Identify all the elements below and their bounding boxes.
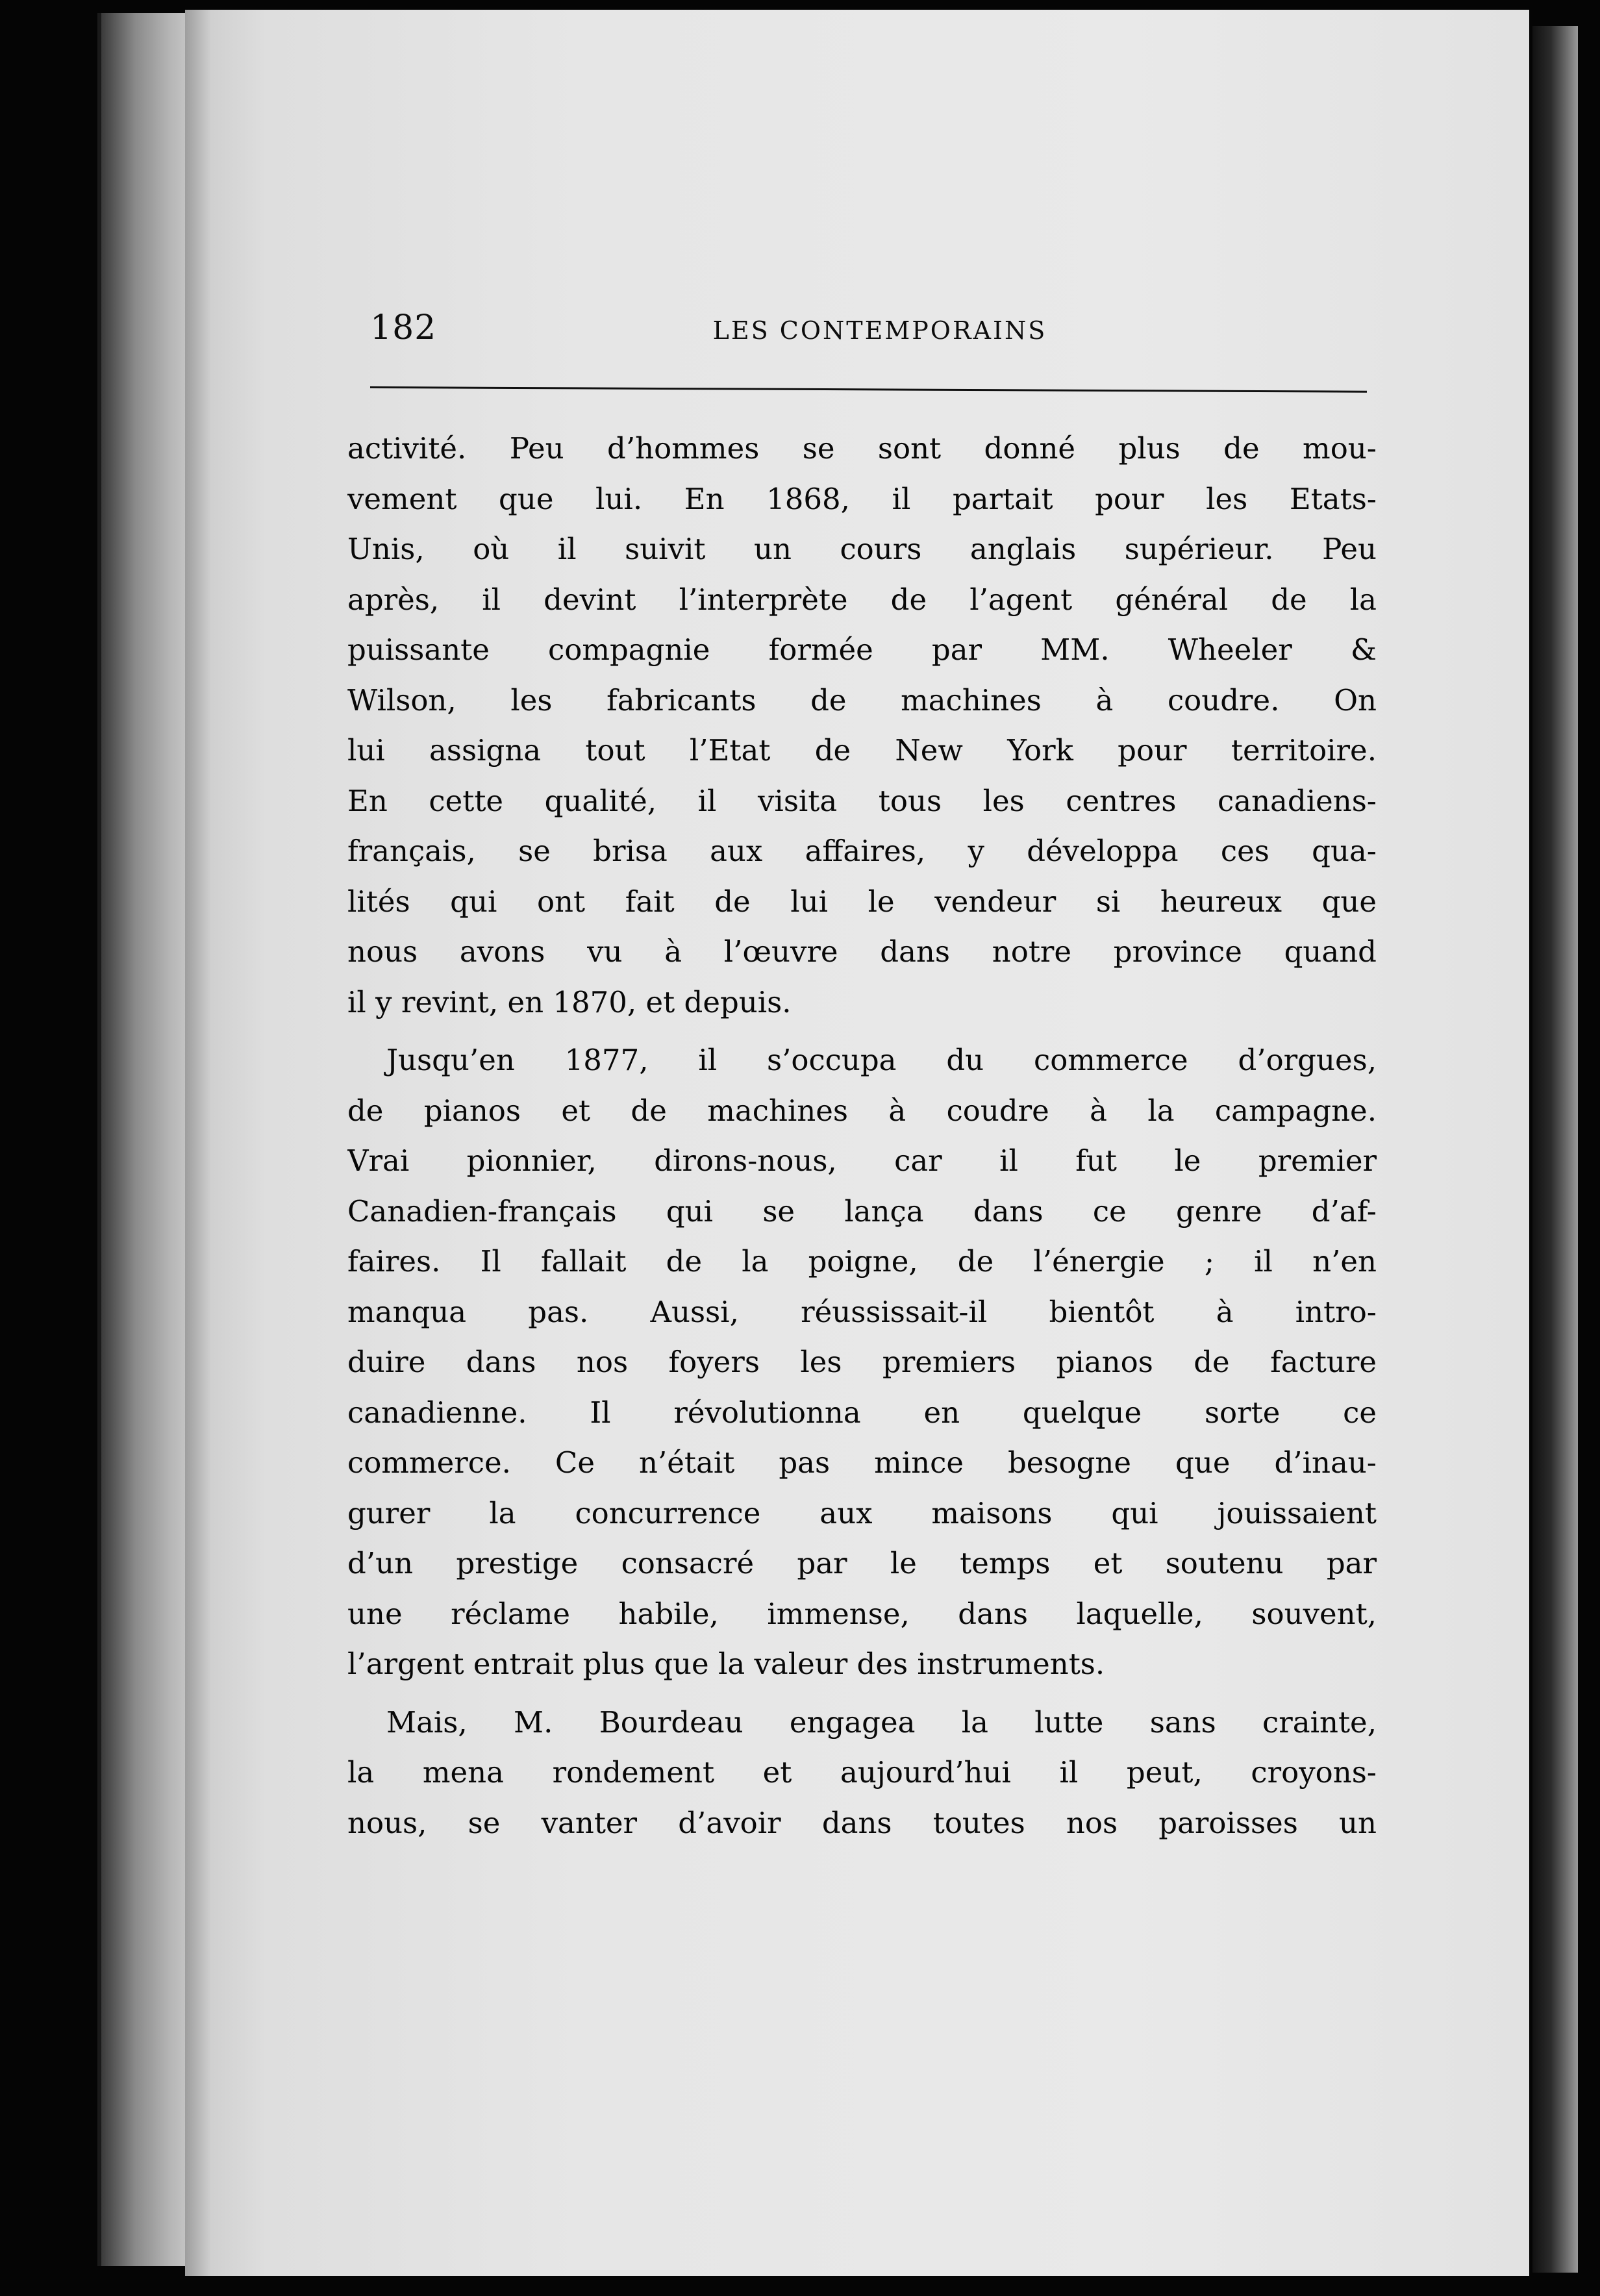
text-line: faires. Il fallait de la poigne, de l’énergie ; il n’en <box>347 1244 1377 1279</box>
gutter-shadow <box>185 10 211 2276</box>
text-line: lui assigna tout l’Etat de New York pour territoire. <box>347 733 1377 767</box>
text-line: gurer la concurrence aux maisons qui jouissaient <box>347 1495 1377 1530</box>
text-line: Unis, où il suivit un cours anglais supérieur. Peu <box>347 532 1377 566</box>
text-line: d’un prestige consacré par le temps et soutenu par <box>347 1546 1377 1580</box>
text-line: activité. Peu d’hommes se sont donné plus de mou- <box>347 431 1377 466</box>
text-line: commerce. Ce n’était pas mince besogne que d’inau- <box>347 1445 1377 1480</box>
page-number: 182 <box>370 308 437 347</box>
paragraph-2 <box>347 1035 1377 1690</box>
facing-page-edge <box>1532 26 1578 2273</box>
body-text <box>347 416 1377 1848</box>
text-line: la mena rondement et aujourd’hui il peut, croyons- <box>347 1755 1377 1790</box>
text-line: français, se brisa aux affaires, y développa ces qua- <box>347 834 1377 868</box>
text-line: Vrai pionnier, dirons-nous, car il fut le premier <box>347 1143 1377 1178</box>
text-line: nous avons vu à l’œuvre dans notre province quand <box>347 934 1377 969</box>
running-title: LES CONTEMPORAINS <box>712 316 1047 345</box>
text-line: lités qui ont fait de lui le vendeur si heureux que <box>347 884 1377 919</box>
text-line: En cette qualité, il visita tous les centres canadiens- <box>347 783 1377 818</box>
text-line: de pianos et de machines à coudre à la campagne. <box>347 1093 1377 1128</box>
text-line: Wilson, les fabricants de machines à coudre. On <box>347 682 1377 718</box>
book-page-stack-edge <box>97 13 199 2266</box>
text-line: après, il devint l’interprète de l’agent général de la <box>347 582 1377 617</box>
text-line: nous, se vanter d’avoir dans toutes nos paroisses un <box>347 1805 1377 1840</box>
text-line: Mais, M. Bourdeau engagea la lutte sans crainte, <box>386 1704 1377 1740</box>
paragraph-3 <box>347 1697 1377 1849</box>
text-line: il y revint, en 1870, et depuis. <box>347 984 792 1019</box>
running-head <box>370 308 1390 354</box>
paragraph-1 <box>347 423 1377 1027</box>
text-line: puissante compagnie formée par MM. Wheeler & <box>347 632 1377 667</box>
text-line: l’argent entrait plus que la valeur des instruments. <box>347 1647 1105 1681</box>
text-line: duire dans nos foyers les premiers pianos de facture <box>347 1345 1377 1379</box>
text-line: Jusqu’en 1877, il s’occupa du commerce d’orgues, <box>386 1043 1377 1077</box>
text-line: manqua pas. Aussi, réussissait-il bientôt à intro- <box>347 1294 1377 1329</box>
text-line: canadienne. Il révolutionna en quelque sorte ce <box>347 1395 1377 1430</box>
text-line: Canadien-français qui se lança dans ce genre d’af- <box>347 1193 1377 1229</box>
text-line: une réclame habile, immense, dans laquelle, souvent, <box>347 1596 1377 1631</box>
text-line: vement que lui. En 1868, il partait pour les Etats- <box>347 481 1377 516</box>
